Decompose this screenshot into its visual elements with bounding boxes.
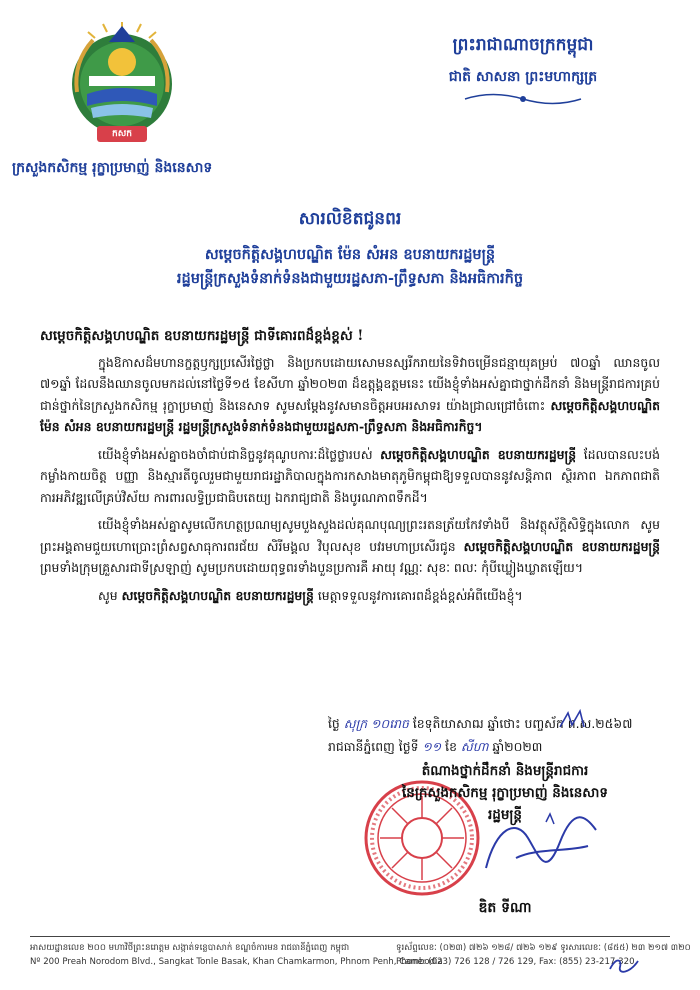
footer-phone-khmer: ទូរស័ព្ទលេខៈ (០២៣) ៧២៦ ១២៨/ ៧២៦ ១២៩ ទូរសារលេខៈ (៨៥៥) ២៣ ២១៧ ៣២០ [396, 943, 691, 953]
ministry-name: ក្រសួងកសិកម្ម រុក្ខាប្រមាញ់ និងនេសាទ [12, 160, 213, 176]
lunar-date-prefix: ថ្ងៃ [328, 716, 340, 731]
paragraph-1-bold: សម្តេចកិត្តិសង្គហបណ្ឌិត ម៉ែន សំអន ឧបនាយករដ្ឋមន្ត្រី រដ្ឋមន្ត្រីក្រសួងទំនាក់ទំនងជាមួយរដ្ឋសភា-ព្រឹទ្ធសភា និងអធិការកិច្ច។ [40, 397, 660, 434]
footer-divider [30, 936, 670, 937]
kingdom-name: ព្រះរាជាណាចក្រកម្ពុជា [452, 35, 594, 55]
paragraph-3 [40, 514, 660, 579]
salutation: សម្តេចកិត្តិសង្គហបណ្ឌិត ឧបនាយករដ្ឋមន្ត្រី ជាទីគោរពដ៏ខ្ពង់ខ្ពស់ ! [40, 328, 364, 344]
paragraph-3-text-b: ព្រមទាំងក្រុមគ្រួសារជាទីស្រឡាញ់ សូមប្រកបដោយពុទ្ធពរទាំងបួនប្រការគឺ អាយុ វណ្ណៈ សុខៈ ពលៈ កុំបីឃ្លៀងឃ្លាតឡើយ។ [40, 560, 584, 575]
lunar-date-rest: ខែទុតិយាសាឍ ឆ្នាំថោះ បញ្ចស័ក ព.ស.២៥៦៧ [412, 716, 633, 731]
addressee-line-2: រដ្ឋមន្ត្រីក្រសួងទំនាក់ទំនងជាមួយរដ្ឋសភា-ព្រឹទ្ធសភា និងអធិការកិច្ច [176, 270, 524, 287]
paragraph-2-text-a: យើងខ្ញុំទាំងអស់គ្នាចងចាំជាប់ជានិច្ចនូវគុណូបការៈដ៏ថ្លៃថ្លារបស់ [98, 446, 373, 462]
national-motto: ជាតិ សាសនា ព្រះមហាក្សត្រ [448, 69, 598, 85]
addressee-line-1: សម្តេចកិត្តិសង្គហបណ្ឌិត ម៉ែន សំអន ឧបនាយករដ្ឋមន្ត្រី [204, 246, 496, 263]
date-year: ឆ្នាំ២០២៣ [492, 739, 543, 754]
paragraph-2 [40, 444, 660, 509]
lunar-date [328, 712, 668, 735]
paragraph-2-text-b: ដែលបានលះបង់កម្លាំងកាយចិត្ត បញ្ញា និងស្មារតីចូលរួមជាមួយរាជរដ្ឋាភិបាលក្នុងការកសាងមាតុភូមិកម្ពុជាឱ្យទទួលបាននូវសន្តិភាព ស្ថិរភាព ឯកភាពជាតិ ការអភិវឌ្ឍលើគ្រប់វិស័យ ការពារលទ្ធិប្រជាធិបតេយ្យ ឯករាជ្យជាតិ និងបូរណភាពទឹកដី។ [40, 446, 660, 505]
kingdom-header [388, 34, 658, 106]
footer-phone-english: Phone: (023) 726 128 / 726 129, Fax: (855) 23-217 320 [396, 957, 635, 967]
lunar-date-handwritten: សុក្រ ១០រោច [343, 716, 409, 731]
signer-name: ឌិត ទីណា [478, 900, 532, 916]
signatory-line-2: នៃក្រសួងកសិកម្ម រុក្ខាប្រមាញ់ និងនេសាទ [402, 785, 608, 801]
signatory-line-1: តំណាងថ្នាក់ដឹកនាំ និងមន្ត្រីរាជការ [421, 763, 589, 779]
paragraph-3-bold: សម្តេចកិត្តិសង្គហបណ្ឌិត ឧបនាយករដ្ឋមន្ត្រី [463, 538, 660, 554]
solar-date [328, 735, 668, 758]
date-day: ១១ [422, 739, 442, 754]
paragraph-2-bold: សម្តេចកិត្តិសង្គហបណ្ឌិត ឧបនាយករដ្ឋមន្ត្រី [380, 446, 577, 462]
date-month: សីហា [460, 739, 489, 754]
title-block [40, 208, 660, 291]
handwritten-signature-icon [476, 808, 606, 888]
paragraph-1 [40, 352, 660, 438]
closing-line [40, 585, 660, 607]
footer-address-english: Nº 200 Preah Norodom Blvd., Sangkat Tonle Basak, Khan Chamkarmon, Phnom Penh, Cambodia [30, 957, 443, 967]
document-title: សារលិខិតជូនពរ [298, 209, 402, 229]
date-block [328, 712, 668, 758]
footer-initials-icon [608, 955, 642, 975]
closing-bold: សម្តេចកិត្តិសង្គហបណ្ឌិត ឧបនាយករដ្ឋមន្ត្រី [121, 587, 314, 603]
paragraph-1-text: ក្នុងឱកាសដ៏មហានក្ខត្តឫក្សប្រសើរថ្លៃថ្លា និងប្រកបដោយសោមនស្សរីករាយនៃទិវាចម្រើនជន្មាយុគម្រប់ ៧០ឆ្នាំ ឈានចូល ៧១ឆ្នាំ ដែលនឹងឈានចូលមកដល់នៅថ្ងៃទី១៥ ខែសីហា ឆ្នាំ២០២៣ ដ៏ឧត្តុង្គឧត្តមនេះ យើងខ្ញុំទាំងអស់គ្នាជាថ្នាក់ដឹកនាំ និងមន្ត្រីរាជការគ្រប់ជាន់ថ្នាក់នៃក្រសួងកសិកម្ម រុក្ខាប្រមាញ់ និងនេសាទ សូមសម្តែងនូវសមានចិត្តអបអរសាទរ យ៉ាងជ្រាលជ្រៅចំពោះ [40, 354, 660, 413]
signatory-title: រដ្ឋមន្ត្រី [487, 807, 522, 823]
closing-text-a: សូម [98, 587, 118, 603]
footer-address [30, 941, 443, 969]
paragraph-3-text-a: យើងខ្ញុំទាំងអស់គ្នាសូមលើកហត្ថប្រណម្យសូមបួងសួងដល់គុណបុណ្យព្រះរតនត្រ័យកែវទាំងបី និងវត្ថុស័ក្តិសិទ្ធិក្នុងលោក សូមព្រះអង្គតាមជួយហោប្រោះព្រំសព្វសាធុការពរជ័យ សិរីមង្គល វិបុលសុខ បវរមហាប្រសើរជូន [40, 517, 660, 554]
closing-text-b: មេត្តាទទួលនូវការគោរពដ៏ខ្ពង់ខ្ពស់អំពីយើងខ្ញុំ។ [317, 587, 523, 603]
footer-address-khmer: អាសយដ្ឋានលេខ ២០០ មហាវិថីព្រះនរោត្តម សង្កាត់ទន្លេបាសាក់ ខណ្ឌចំការមន រាជធានីភ្នំពេញ កម្ពុជា [30, 943, 350, 953]
date-month-label: ខែ [445, 739, 457, 754]
initials-mark-icon [558, 709, 588, 733]
city-date-prefix: រាជធានីភ្នំពេញ ថ្ងៃទី [328, 739, 419, 754]
logo-text: កសក [112, 129, 132, 139]
header-ornament-icon [463, 92, 583, 106]
letter-body [40, 326, 660, 606]
